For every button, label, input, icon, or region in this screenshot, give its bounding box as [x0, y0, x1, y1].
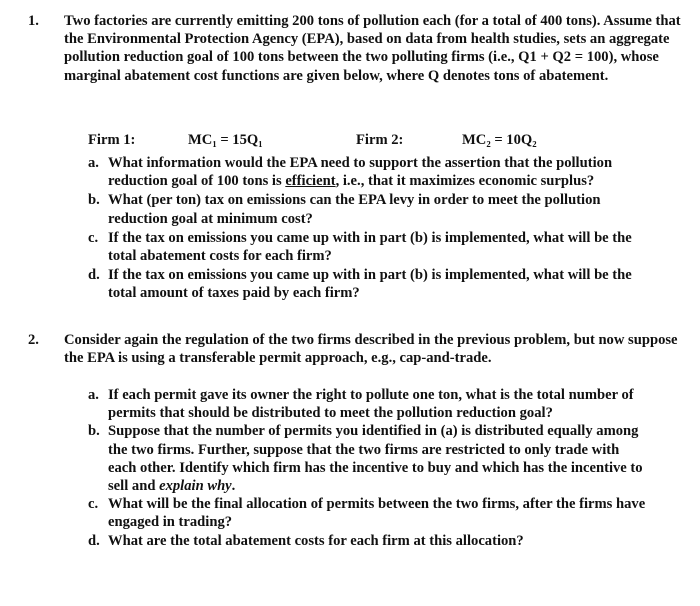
- part-letter: c.: [88, 229, 99, 246]
- part-text: What will be the final allocation of permits between the two firms, after the firms have engaged in trading?: [108, 496, 646, 531]
- part-text: [108, 154, 648, 190]
- part-letter: a.: [88, 155, 99, 171]
- part-a: [0, 154, 690, 190]
- part-text: What are the total abatement costs for each firm at this allocation?: [108, 532, 524, 549]
- part-text: What (per ton) tax on emissions can the EPA levy in order to meet the pollution reduction goal at minimum cost?: [108, 192, 601, 227]
- question-2-parts: [0, 386, 690, 550]
- firm-1-label: Firm 1:: [88, 132, 136, 148]
- part-text-pre: What information would the EPA need to support the assertion that the pollution reduction goal of 100 tons is: [108, 155, 613, 190]
- part-text-post: .: [231, 478, 236, 495]
- underlined-term: efficient: [285, 173, 336, 190]
- italic-phrase: explain why: [159, 478, 232, 495]
- part-letter: d.: [88, 267, 100, 284]
- question-2-stem: [0, 331, 690, 367]
- question-2: [0, 331, 690, 549]
- part-c: [0, 229, 690, 265]
- firm-1-equation: MC₁ = 15Q₁: [188, 132, 263, 148]
- part-c: [0, 495, 690, 531]
- question-1: [0, 12, 690, 302]
- part-letter: b.: [88, 192, 100, 209]
- question-text: Two factories are currently emitting 200 tons of pollution each (for a total of 400 tons). Assume that the Environmental Protection Agency (EPA), based on data from health studies, sets an aggregate pollution reduction goal of 100 tons between the two polluting firms (i.e., Q1 + Q2 = 100), whose marginal abatement cost functions are given below, where Q denotes tons of abatement.: [64, 13, 681, 84]
- question-1-stem: [0, 12, 690, 85]
- question-1-parts: [0, 154, 690, 304]
- question-number: 2.: [28, 332, 39, 348]
- part-text: If each permit gave its owner the right to pollute one ton, what is the total number of permits that should be distributed to meet the pollution reduction goal?: [108, 387, 634, 422]
- part-letter: b.: [88, 423, 100, 440]
- part-text: If the tax on emissions you came up with in part (b) is implemented, what will be the total abatement costs for each firm?: [108, 229, 632, 265]
- part-letter: d.: [88, 532, 100, 549]
- firm-2-equation: MC₂ = 10Q₂: [462, 132, 537, 148]
- part-letter: c.: [88, 496, 99, 513]
- part-d: [0, 532, 690, 550]
- firm-2-label: Firm 2:: [356, 132, 404, 148]
- question-text: Consider again the regulation of the two firms described in the previous problem, but now suppose the EPA is using a transferable permit approach, e.g., cap-and-trade.: [64, 332, 678, 367]
- part-b: [0, 191, 690, 227]
- part-a: [0, 386, 690, 422]
- question-number: 1.: [28, 13, 39, 29]
- part-d: [0, 266, 690, 302]
- part-b: [0, 422, 690, 495]
- part-text: [108, 422, 648, 495]
- part-text-pre: Suppose that the number of permits you identified in (a) is distributed equally among the two firms. Further, suppose that the two firms are restricted to only trade with each other. Identify which firm has the incentive to buy and which has the incentive to sell and: [108, 423, 643, 495]
- part-text: If the tax on emissions you came up with in part (b) is implemented, what will be the total amount of taxes paid by each firm?: [108, 267, 632, 302]
- part-text-post: , i.e., that it maximizes economic surplus?: [335, 173, 595, 190]
- marginal-cost-functions: [0, 132, 690, 152]
- part-letter: a.: [88, 387, 99, 403]
